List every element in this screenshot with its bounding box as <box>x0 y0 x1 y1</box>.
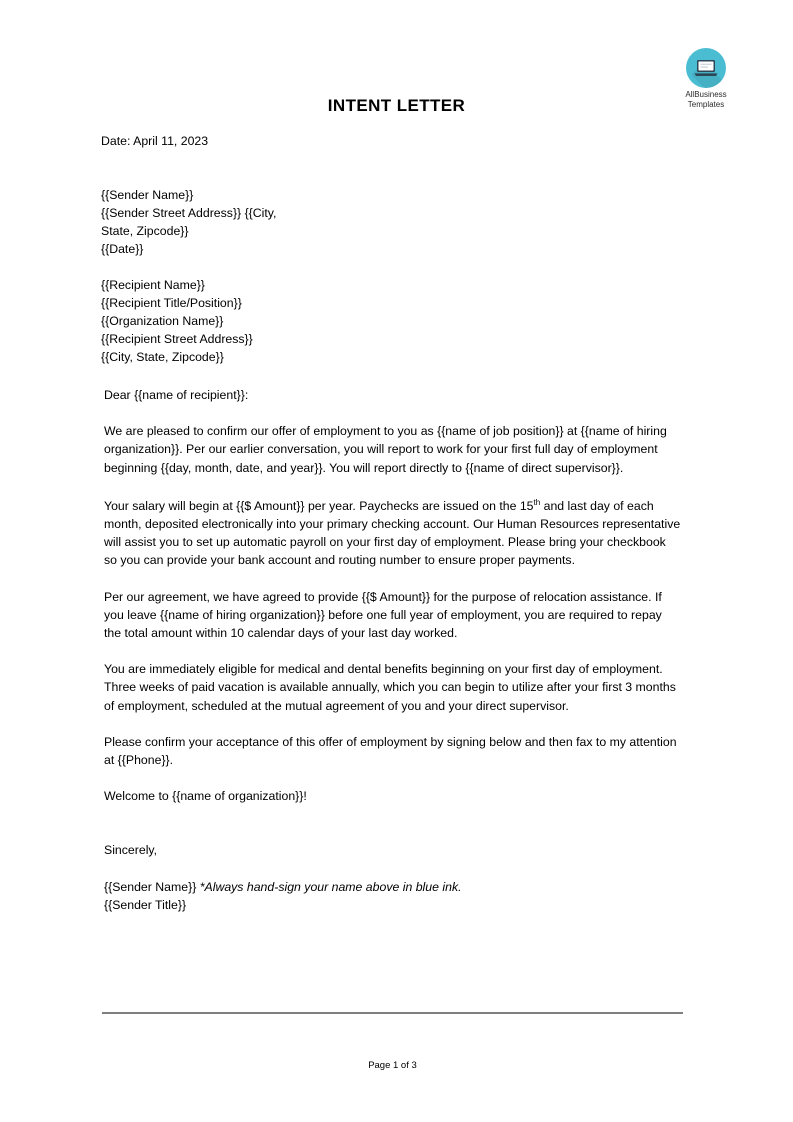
spacer <box>101 715 691 733</box>
paragraph-salary <box>104 497 682 570</box>
laptop-icon <box>693 58 719 78</box>
paragraph-relocation: Per our agreement, we have agreed to provide {{$ Amount}} for the purpose of relocation assistance. If you leave {{name of hiring organization}} before one full year of employment, you are required to repay the total amount within 10 calendar days of your last day worked. <box>104 589 662 641</box>
closing-salutation: Sincerely, <box>104 843 158 858</box>
recipient-address-block <box>101 276 691 366</box>
spacer <box>101 860 691 878</box>
signature-sender-name: {{Sender Name}} <box>104 879 200 894</box>
footer-divider <box>102 1012 683 1014</box>
paragraph-offer: We are pleased to confirm our offer of employment to you as {{name of job position}} at {{name of hiring organization}}. Per our earlier conversation, you will report to work for your first full day of employment beginning {{day, month, date, and year}}. You will report directly to {{name of direct supervisor}}. <box>104 424 667 475</box>
logo-text-line2: Templates <box>687 100 725 109</box>
spacer <box>101 570 691 588</box>
hand-sign-note: *Always hand-sign your name above in blue ink. <box>199 879 462 894</box>
sender-date: {{Date}} <box>101 242 144 256</box>
signature-name-line <box>104 878 682 896</box>
paragraph-confirmation: Please confirm your acceptance of this offer of employment by signing below and then fax to my attention at {{Phone}}. <box>104 734 677 768</box>
signature-sender-title: {{Sender Title}} <box>104 897 187 912</box>
recipient-street: {{Recipient Street Address}} <box>101 332 253 346</box>
salutation: Dear {{name of recipient}}: <box>104 388 249 402</box>
spacer <box>101 258 691 276</box>
spacer <box>101 769 691 787</box>
logo-circle <box>686 48 726 88</box>
spacer <box>101 150 691 186</box>
sender-city-state-zip: State, Zipcode}} <box>101 224 189 238</box>
recipient-name: {{Recipient Name}} <box>101 278 205 292</box>
paragraph-welcome: Welcome to {{name of organization}}! <box>104 789 307 804</box>
sender-name: {{Sender Name}} <box>101 188 194 202</box>
spacer <box>101 805 691 841</box>
paragraph-benefits: You are immediately eligible for medical and dental benefits beginning on your first day of employment. Three weeks of paid vacation is available annually, which you can begin to utilize after your first 3 months of employment, scheduled at the mutual agreement of you and your direct supervisor. <box>104 662 676 713</box>
spacer <box>101 404 691 422</box>
sender-street: {{Sender Street Address}} {{City, <box>101 206 277 220</box>
ordinal-suffix: th <box>533 497 541 507</box>
date-line: Date: April 11, 2023 <box>101 134 209 148</box>
recipient-organization: {{Organization Name}} <box>101 314 224 328</box>
page-title: INTENT LETTER <box>327 96 466 115</box>
spacer <box>101 642 691 660</box>
logo-text-line1: AllBusiness <box>685 90 727 99</box>
spacer <box>101 477 691 497</box>
recipient-city-state-zip: {{City, State, Zipcode}} <box>101 350 224 364</box>
spacer <box>101 366 691 386</box>
sender-address-block <box>101 186 691 258</box>
paragraph-salary-part1: Your salary will begin at {{$ Amount}} per year. Paychecks are issued on the 15 <box>104 498 534 513</box>
page-number: Page 1 of 3 <box>368 1060 417 1071</box>
recipient-title: {{Recipient Title/Position}} <box>101 296 242 310</box>
paragraph-salary-part2: and last day of each month, deposited electronically into your primary checking account. Our Human Resources representative will assist you to set up automatic payroll on your first day of employment. Please bring your checkbook so you can provide your bank account and routing number to ensure proper payments. <box>104 498 681 568</box>
letter-body <box>101 132 691 914</box>
